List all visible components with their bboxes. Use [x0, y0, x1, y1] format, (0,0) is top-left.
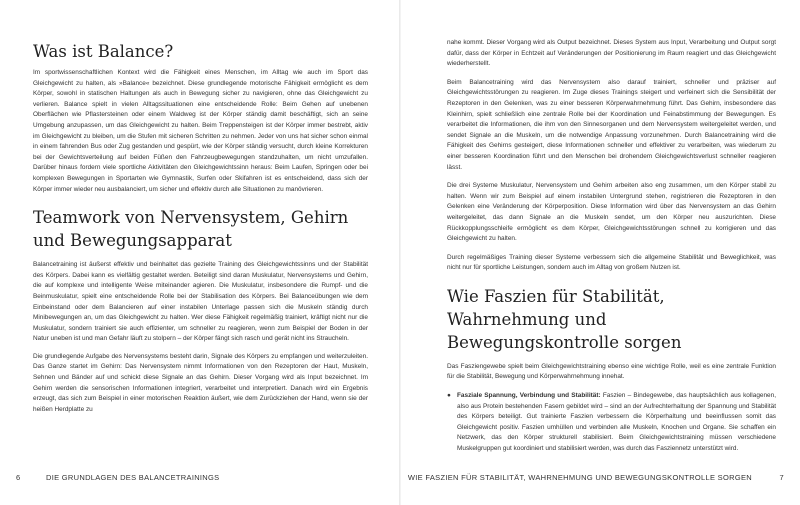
paragraph: Durch regelmäßiges Training dieser Systeme verbessern sich die allgemeine Stabilität und Beweglichkeit, was nicht nur für sportliche Leistungen, sondern auch im Alltag von großem Nutzen ist.	[447, 253, 776, 272]
paragraph: Die grundlegende Aufgabe des Nervensystems besteht darin, Signale des Körpers zu empfangen und weiterzuleiten. Das Ganze startet im Gehirn: Das Nervensystem nimmt Informationen von den Rezeptoren der Haut, Muskeln, Sehnen und Bänder auf und schickt diese Signale an das Gehirn. Dieser Vorgang wird als Input bezeichnet. Im Gehirn werden die sensorischen Informationen integriert, verarbeitet und interpretiert. Danach wird ein Ergebnis erzeugt, das sich zum Beispiel in einer motorischen Reaktion äußert, wie dem Zurückziehen der Hand, wenn sie der heißen Herdplatte zu	[33, 352, 368, 413]
list-item	[447, 391, 776, 455]
heading-teamwork: Teamwork von Nervensystem, Gehirn und Bewegungsapparat	[33, 208, 349, 251]
page-number: 6	[16, 473, 21, 482]
paragraph: Im sportwissenschaftlichen Kontext wird die Fähigkeit eines Menschen, im Alltag wie auch im Sport das Gleichgewicht zu halten, als »Balance« bezeichnet. Diese grundlegende motorische Fähigkeit ermöglicht es dem Körper, sowohl in statischen Haltungen als auch in Bewegung sicher zu navigieren, ohne das Gleichgewicht zu verlieren. Balance spielt in vielen Alltagssituationen eine entscheidende Rolle: Beim Gehen auf unebenen Oberflächen wie Pflastersteinen oder einem Waldweg ist der Körper ständig damit beschäftigt, sich an seine Umgebung anzupassen, um das Gleichgewicht zu halten. Beim Treppensteigen ist der Körper immer bestrebt, aktiv im Gleichgewicht zu bleiben, um die Stufen mit sicheren Schritten zu nehmen. Jeder von uns hat sicher schon einmal in einem fahrenden Bus oder Zug gestanden und gespürt, wie der Körper ständig versucht, durch kleine Korrekturen bei der Gewichtsverteilung auf beiden Füßen den Fahrzeugbewegungen standzuhalten, um nicht umzufallen. Darüber hinaus fordern viele sportliche Aktivitäten den Gleichgewichtssinn heraus: Beim Laufen, Springen oder bei komplexen Bewegungen in Sportarten wie Gymnastik, Surfen oder Skifahren ist es entscheidend, dass sich der Körper immer wieder neu ausbalanciert, um sicher und effektiv durch alle Situationen zu manövrieren.	[33, 69, 368, 193]
heading-was-ist-balance: Was ist Balance?	[33, 42, 174, 61]
running-footer: DIE GRUNDLAGEN DES BALANCETRAININGS	[46, 473, 220, 482]
paragraph: Die drei Systeme Muskulatur, Nervensystem und Gehirn arbeiten also eng zusammen, um den Körper stabil zu halten. Wenn wir zum Beispiel auf einem instabilen Untergrund stehen, registrieren die Rezeptoren in den Gelenken eine Veränderung der Körperposition. Diese Information wird über das Nervensystem an das Gehirn weitergeleitet, das dann Signale an die Muskeln sendet, um den Körper neu auszurichten. Diese Rückkopplungsschleife ermöglicht es dem Körper, Gleichgewichtsstörungen schnell zu korrigieren und das Gleichgewicht zu halten.	[447, 182, 776, 243]
left-page	[0, 0, 399, 505]
right-text-column	[447, 38, 776, 455]
paragraph: Balancetraining ist äußerst effektiv und beinhaltet das gezielte Training des Gleichgewichtssinns und der Stabilität des Körpers. Dabei kann es vielfältig gestaltet werden. Beteiligt sind daran Muskulatur, Nervensystems und Gehirn, die auf komplexe und intelligente Weise miteinander agieren. Die Muskulatur, insbesondere die Rumpf- und die Beinmuskulatur, spielt eine entscheidende Rolle bei der Stabilisation des Körpers. Bei Balanceübungen wie dem Einbeinstand oder dem Balancieren auf einer instabilen Unterlage passen sich die Muskeln ständig durch Minibewegungen an, um das Gleichgewicht zu halten. Wer diese Fähigkeit regelmäßig trainiert, kräftigt nicht nur die Muskulatur, sondern trainiert sie auch effizienter, um schneller zu reagieren, wenn zum Beispiel der Boden in der Natur uneben ist und man Gefahr läuft zu stolpern – der Körper fängt sich rasch und gerät nicht ins Straucheln.	[33, 261, 368, 343]
bullet-text: Faszien – Bindegewebe, das hauptsächlich aus kollagenen, also aus Protein bestehenden Fasern gebildet wird – sind an der Aufrechterhaltung der Spannung und Stabilität des Körpers beteiligt. Gut trainierte Faszien verbessern die Körperhaltung und beeinflussen somit das Gleichgewicht positiv. Faszien umhüllen und verbinden alle Muskeln, Knochen und Organe. Sie schaffen ein Netzwerk, das den Körper strukturell stabilisiert. Beim Gleichgewichtstraining müssen verschiedene Muskelgruppen gut koordiniert und stabilisiert werden, was durch das Fasziennetz unterstützt wird.	[457, 392, 777, 453]
bullet-list	[447, 391, 776, 455]
paragraph: Das Fasziengewebe spielt beim Gleichgewichtstraining ebenso eine wichtige Rolle, weil es eine zentrale Funktion für die Stabilität, Bewegung und Körperwahrnehmung innehat.	[447, 362, 776, 381]
bullet-title: Fasziale Spannung, Verbindung und Stabilität:	[457, 392, 601, 400]
left-text-column	[33, 40, 368, 422]
paragraph: nahe kommt. Dieser Vorgang wird als Output bezeichnet. Dieses System aus Input, Verarbeitung und Output sorgt dafür, dass der Körper in Echtzeit auf Veränderungen der Positionierung im Raum reagiert und das Gleichgewicht wiederherstellt.	[447, 39, 776, 68]
bullet-icon: ●	[447, 392, 451, 400]
running-footer: WIE FASZIEN FÜR STABILITÄT, WAHRNEHMUNG UND BEWEGUNGSKONTROLLE SORGEN	[407, 473, 752, 482]
page-number: 7	[779, 473, 784, 482]
heading-faszien: Wie Faszien für Stabilität, Wahrnehmung und Bewegungskontrolle sorgen	[447, 286, 682, 352]
right-page	[401, 0, 800, 505]
paragraph: Beim Balancetraining wird das Nervensystem also darauf trainiert, schneller und präziser auf Gleichgewichtsstörungen zu reagieren. Im Zuge dieses Trainings steigert und verfeinert sich die Sensibilität der Rezeptoren in den Gelenken, was zu einer besseren Körperwahrnehmung führt. Das Gehirn, insbesondere das Kleinhirn, spielt schließlich eine zentrale Rolle bei der Koordination und Feinabstimmung der Bewegungen. Es verarbeitet die Informationen, die ihm von den Sinnesorganen und dem Nervensystem weitergeleitet werden, und sendet Signale an die Muskeln, um die notwendige Anpassung vorzunehmen. Durch Balancetraining wird die Fähigkeit des Gehirns gesteigert, diese Informationen schneller und effektiver zu verarbeiten, was wiederum zu einer besseren Koordination führt und den Menschen bei drohendem Gleichgewichtsverlust schneller reagieren lässt.	[447, 78, 776, 171]
